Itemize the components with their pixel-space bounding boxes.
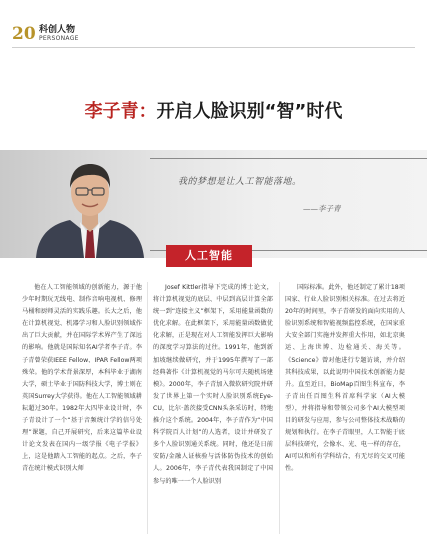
body-text: 国际标准。此外，他还制定了累计18项国家、行业人脸识别相关标准。在过去将近20年的时间里，李子青研发的面向实用的人脸识别系统和智能视频监控系统，在国家重大安全部门实施并发挥重大作用，如北京奥运、上海世博、边检通关、海关等。《Science》曾对他进行专题访谈，并介绍其科技成果，以此说明中国技术创新能力提升。直至近日，BioMap百图生科宣布，李子青出任百图生科首席科学家（AI大模型），并将指导和带领公司多个AI大模型项目的研发与应用，参与公司整体技术战略的规划和执行。在李子青眼里，人工智能于底层科技研究，会像水、光、电一样的存在，AI可以和所有学科结合，有无尽的交叉可能性。 (285, 284, 405, 473)
photo-banner (0, 150, 427, 258)
section-heading (39, 25, 79, 42)
article-title (0, 97, 427, 123)
quote-author: ——李子青 (303, 204, 341, 213)
column-divider (279, 282, 280, 534)
header-divider (12, 47, 415, 48)
section-label-cn: 科创人物 (39, 25, 76, 35)
section-label-en: PERSONAGE (39, 35, 79, 42)
body-column-2 (153, 282, 273, 488)
body-column-3 (285, 282, 405, 476)
body-column-1 (22, 282, 142, 476)
body-text: Josef Kittler指导下完成的博士论文，将计算机视觉的底层、中层到高层计算全部统一到“连接主义”框架下，采用能量函数的优化求解。在此框架下，采用能量函数做优化求解，正是现在对人工智能发挥巨大影响的深度学习算法的过往。1991年，他到新加坡继续做研究，并于1995年撰写了一部经典著作《计算机视觉的马尔可夫随机场建模》。2000年，李子青加入微软研究院并研发了世界上第一个实时人脸识别系统Eye-CU，比尔·盖茨接受CNN头条采访时，特地推介这个系统。2004年，李子青作为“中国科学院百人计划”的人选者，设计并研发了多个人脸识别通关系统。同时，他还是日前安防/金融人证核验与活体防伪技术的创始人。2006年，李子青代表我国制定了中国参与的唯一一个人脸识别 (153, 284, 273, 485)
banner-top-rule (150, 158, 427, 159)
page-number: 20 (12, 24, 36, 44)
body-text: 他在人工智能领域的创新能力，源于他少年时期玩无线电、制作音响电视机、修理马桶和厨师灵活的实践乐趣。长大之后，他在计算机视觉、机器学习和人脸识别领域作出了巨大贡献，并在国际学术界产生了深远的影响。他就是国际知名AI学者李子青。李子青曾荣获IEEE Fellow、IPAR Fellow两项殊荣。他的学术背景深厚，本科毕业于湖南大学，硕士毕业于国防科技大学，博士则在英国Surrey大学获得。他在人工智能领域耕耘超过30年。1982年大四毕业设计时，李子青设计了一个“基于音频统计学的信号处理”课题，自己开展研究，后来这篇毕业设计论文发表在国内一级学报《电子学报》上，这是他踏入工智能的起点。之后，李子青在统计模式识别大师 (22, 284, 142, 473)
section-tag: 人工智能 (166, 245, 252, 267)
portrait-photo (30, 150, 150, 258)
quote-text: 我的梦想是让人工智能落地。 (178, 177, 302, 187)
column-divider (147, 282, 148, 534)
title-name: 李子青： (84, 101, 157, 122)
title-rest: 开启人脸识别“智”时代 (156, 101, 343, 122)
